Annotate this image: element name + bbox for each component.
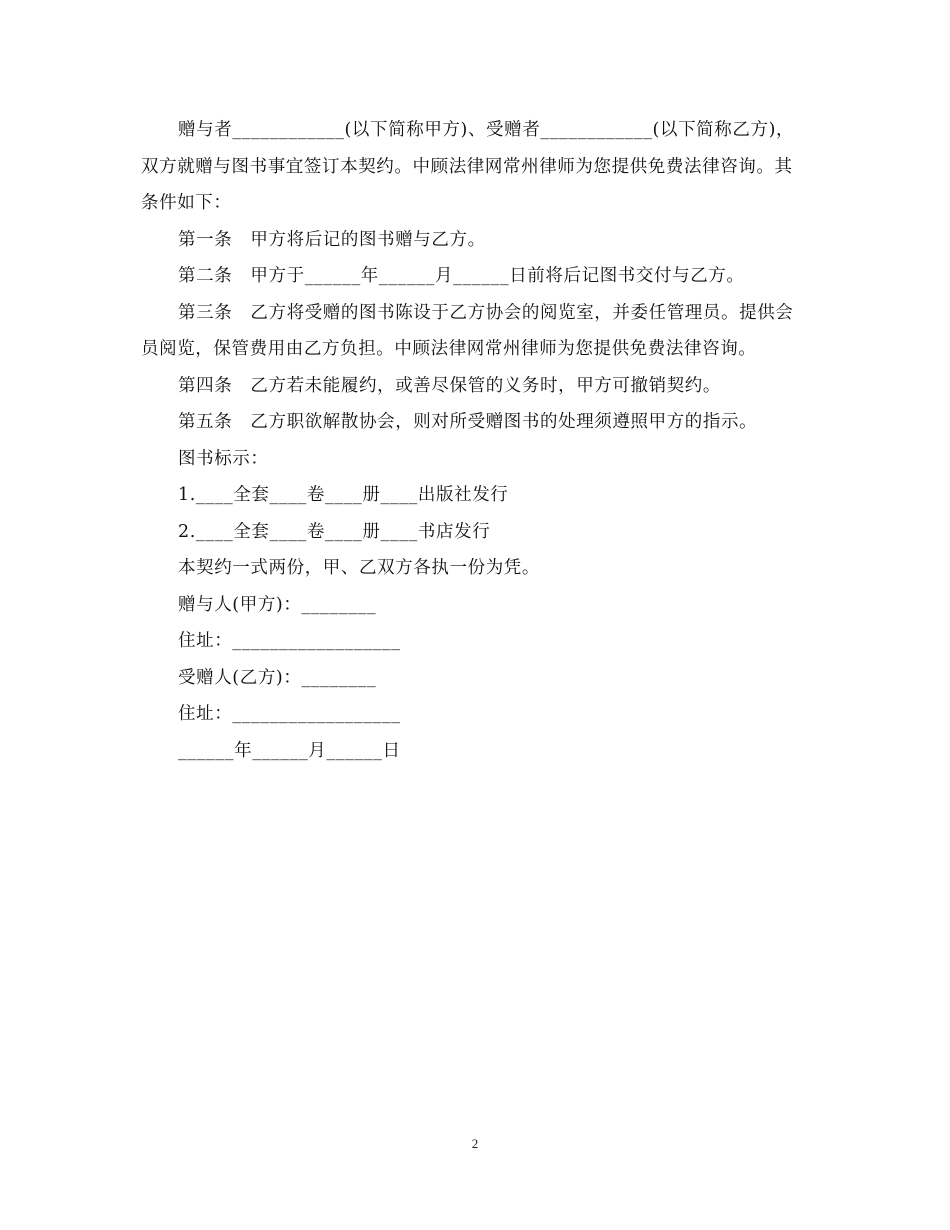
article-5: 第五条 乙方职欲解散协会，则对所受赠图书的处理须遵照甲方的指示。 (178, 412, 758, 432)
book-list-heading: 图书标示： (178, 448, 269, 469)
document-body (141, 112, 803, 769)
donor-signature-line: 赠与人(甲方)：________ (178, 594, 377, 615)
copies-clause: 本契约一式两份，甲、乙双方各执一份为凭。 (178, 558, 540, 578)
book-list-item-2: 2.____全套____卷____册____书店发行 (178, 521, 491, 542)
intro-paragraph: 赠与者____________(以下简称甲方)、受赠者____________(以下简称乙方)，双方就赠与图书事宜签订本契约。中顾法律网常州律师为您提供免费法律咨询。其条件如下： (141, 120, 795, 213)
book-list-item-1: 1.____全套____卷____册____出版社发行 (178, 485, 509, 505)
article-4: 第四条 乙方若未能履约，或善尽保管的义务时，甲方可撤销契约。 (178, 375, 721, 396)
page-number: 2 (471, 1136, 479, 1151)
article-2: 第二条 甲方于______年______月______日前将后记图书交付与乙方。 (178, 266, 745, 286)
donor-address-line: 住址：__________________ (178, 631, 401, 651)
date-line: ______年______月______日 (178, 740, 401, 761)
article-1: 第一条 甲方将后记的图书赠与乙方。 (178, 229, 486, 250)
article-3: 第三条 乙方将受赠的图书陈设于乙方协会的阅览室，并委任管理员。提供会员阅览，保管费用由乙方负担。中顾法律网常州律师为您提供免费法律咨询。 (141, 302, 794, 359)
recipient-signature-line: 受赠人(乙方)：________ (178, 667, 377, 688)
recipient-address-line: 住址：__________________ (178, 704, 401, 724)
